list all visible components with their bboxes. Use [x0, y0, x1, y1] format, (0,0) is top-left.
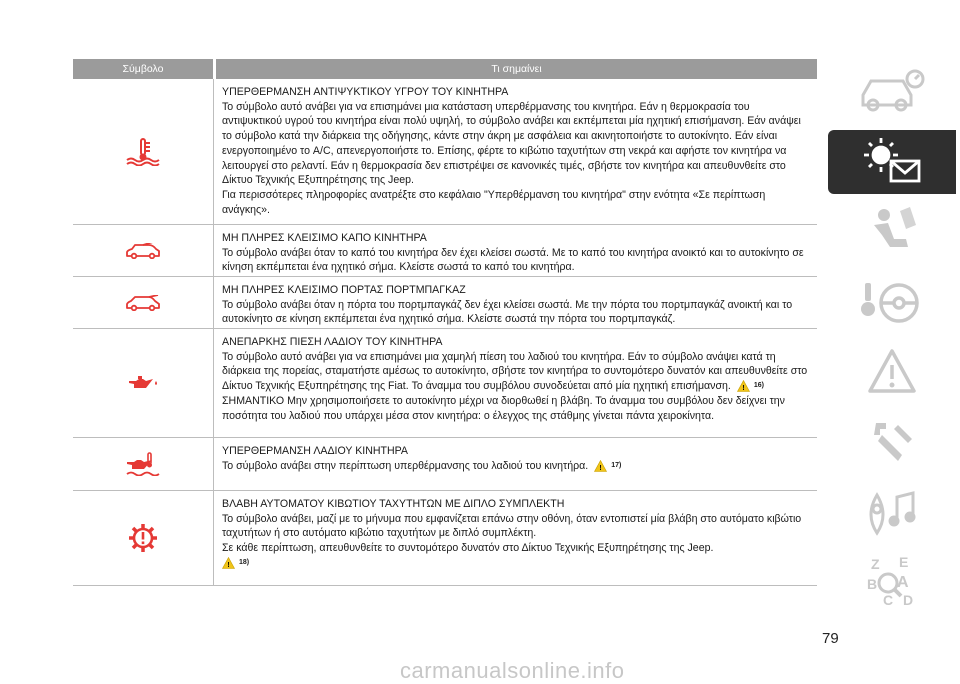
row-body: ΣΗΜΑΝΤΙΚΟ Μην χρησιμοποιήσετε το αυτοκίνητο μέχρι να διορθωθεί η βλάβη. Το άναμμα του συμβόλου δεν δείχνει την ποσότητα του λαδιού που υπάρχει μέσα στον κινητήρα: ο έλεγχος της στάθμης γίνεται πάντα χειροκίνητα. — [222, 394, 785, 422]
sidebar-item-multimedia[interactable] — [828, 480, 956, 544]
row-title: ΜΗ ΠΛΗΡΕΣ ΚΛΕΙΣΙΜΟ ΚΑΠΟ ΚΙΝΗΤΗΡΑ — [222, 232, 427, 244]
footnote-ref: 16) — [753, 382, 764, 390]
row-body: Σε κάθε περίπτωση, απευθυνθείτε το συντομότερο δυνατόν στο Δίκτυο Τεχνικής Εξυπηρέτησης της Jeep. — [222, 542, 714, 555]
index-letter: B — [867, 576, 878, 592]
transmission-fault-icon — [127, 522, 159, 554]
index-letter: D — [903, 592, 914, 608]
table-header — [73, 59, 817, 79]
meaning-cell — [214, 329, 817, 437]
table-row — [73, 79, 817, 225]
row-body — [222, 350, 811, 394]
table-row — [73, 329, 817, 438]
sidebar-item-starting-driving[interactable] — [828, 270, 956, 334]
header-meaning: Τι σημαίνει — [213, 59, 817, 79]
symbol-cell — [73, 225, 214, 276]
footnote-ref: 17) — [611, 461, 622, 469]
meaning-cell — [214, 438, 817, 490]
oil-pressure-icon — [126, 375, 160, 391]
table-row — [73, 225, 817, 277]
symbol-cell — [73, 329, 214, 437]
warning-triangle-icon — [737, 380, 750, 392]
sidebar-item-emergency[interactable] — [828, 340, 956, 404]
row-title: ΒΛΑΒΗ ΑΥΤΟΜΑΤΟΥ ΚΙΒΩΤΙΟΥ ΤΑΧΥΤΗΤΩΝ ΜΕ ΔΙΠΛΟ ΣΥΜΠΛΕΚΤΗ — [222, 498, 565, 510]
meaning-cell — [214, 79, 817, 224]
svg-text:!: ! — [742, 385, 745, 393]
row-body-text: Το σύμβολο αυτό ανάβει για να επισημάνει μια χαμηλή πίεση του λαδιού του κινητήρα. Εάν το σύμβολο ανάψει κατά τη διάρκεια της πορείας, σταματήστε αμέσως το αυτοκίνητο, σβήστε τον κινητήρα το συντομότερο δυνατόν και απευθυνθείτε στο Δίκτυο Τεχνικής Εξυπηρέτησης της Fiat. Το άναμμα του συμβόλου συνοδεύεται από μία ηχητική επισήμανση. — [222, 350, 808, 393]
row-body-text: Το σύμβολο ανάβει στην περίπτωση υπερθέρμανσης του λαδιού του κινητήρα. — [222, 459, 589, 472]
index-letter: E — [899, 555, 909, 570]
multimedia-icon — [857, 485, 927, 539]
sidebar-item-maintenance[interactable] — [828, 410, 956, 474]
symbol-cell — [73, 438, 214, 490]
chapter-sidebar — [828, 60, 956, 620]
dashboard-car-icon — [857, 67, 927, 117]
meaning-cell — [214, 491, 817, 585]
liftgate-open-icon — [125, 295, 161, 311]
table-row — [73, 491, 817, 586]
maintenance-icon — [862, 415, 922, 469]
row-title: ΜΗ ΠΛΗΡΕΣ ΚΛΕΙΣΙΜΟ ΠΟΡΤΑΣ ΠΟΡΤΜΠΑΓΚΑΖ — [222, 284, 466, 296]
warning-lights-icon — [857, 135, 927, 189]
symbol-cell — [73, 79, 214, 224]
row-body: Το σύμβολο ανάβει, μαζί με το μήνυμα που εμφανίζεται επάνω στην οθόνη, όταν εντοπιστεί μία βλάβη στο αυτόματο κιβώτιο ταχυτήτων ή στο αυτόματο κιβώτιο ταχυτήτων με διπλό συμπλέκτη. — [222, 512, 802, 540]
header-symbol: Σύμβολο — [122, 63, 164, 75]
row-title: ΥΠΕΡΘΕΡΜΑΝΣΗ ΛΑΔΙΟΥ ΚΙΝΗΤΗΡΑ — [222, 445, 408, 457]
coolant-temperature-icon — [126, 138, 160, 166]
table-row — [73, 277, 817, 329]
index-letter: C — [883, 592, 894, 608]
row-body — [222, 459, 811, 474]
index-letter: Z — [871, 556, 880, 572]
hood-open-icon — [125, 243, 161, 259]
svg-text:!: ! — [599, 465, 602, 473]
row-footnote — [222, 556, 811, 571]
page-number: 79 — [822, 630, 839, 647]
row-body: Το σύμβολο αυτό ανάβει για να επισημάνει μια κατάσταση υπερθέρμανσης του κινητήρα. Εάν η θερμοκρασία του αντιψυκτικού υγρού του κινητήρα είναι πολύ υψηλή, το σύμβολο ανάβει και εκπέμπεται μία ηχητική επισήμανση. Εάν ανάψει το σύμβολο κατά την διάρκεια της οδήγησης, κάντε στην άκρη με ασφάλεια και ακινητοποιήστε το αυτοκίνητο. Εάν είναι ενεργοποιημένο το A/C, απενεργοποιήστε το. Επίσης, φέρτε το κιβώτιο ταχυτήτων στη νεκρά και αφήστε τον κινητήρα να λειτουργεί στο ρελαντί. Εάν η θερμοκρασία δεν επιστρέψει σε κανονικές τιμές, σβήστε τον κινητήρα και απευθυνθείτε στο Δίκτυο Τεχνικής Εξυπηρέτησης της Jeep. — [222, 100, 801, 187]
svg-text:!: ! — [227, 562, 230, 570]
sidebar-item-safety[interactable] — [828, 200, 956, 264]
row-title: ΑΝΕΠΑΡΚΗΣ ΠΙΕΣΗ ΛΑΔΙΟΥ ΤΟΥ ΚΙΝΗΤΗΡΑ — [222, 336, 443, 348]
sidebar-item-index[interactable] — [828, 550, 956, 614]
meaning-cell — [214, 277, 817, 328]
watermark: carmanualsonline.info — [400, 658, 625, 683]
symbol-cell — [73, 277, 214, 328]
oil-temperature-icon — [125, 452, 161, 476]
row-body: Το σύμβολο ανάβει όταν η πόρτα του πορτμπαγκάζ δεν έχει κλείσει σωστά. Με την πόρτα του πορτμπαγκάζ ανοικτή και το αυτοκίνητο σε κίνηση εκπέμπεται ένα ηχητικό σήμα. Κλείστε σωστά την πόρτα του πορτμπαγκάζ. — [222, 298, 793, 326]
sidebar-item-warning-lights[interactable] — [828, 130, 956, 194]
starting-driving-icon — [857, 275, 927, 329]
meaning-cell — [214, 225, 817, 276]
warning-triangle-icon — [222, 557, 235, 569]
sidebar-item-dashboard[interactable] — [828, 60, 956, 124]
row-body: Το σύμβολο ανάβει όταν το καπό του κινητήρα δεν έχει κλείσει σωστά. Με το καπό του κινητήρα ανοικτό και το αυτοκίνητο σε κίνηση εκπέμπεται ένα ηχητικό σήμα. Κλείστε σωστά το καπό του κινητήρα. — [222, 246, 804, 274]
symbol-cell — [73, 491, 214, 585]
row-body: Για περισσότερες πληροφορίες ανατρέξτε στο κεφάλαιο "Υπερθέρμανση του κινητήρα" στην ενότητα «Σε περίπτωση ανάγκης». — [222, 188, 766, 216]
warning-triangle-icon — [594, 460, 607, 472]
warning-lights-table — [73, 59, 817, 586]
footnote-ref: 18) — [239, 558, 250, 566]
index-letter: A — [897, 574, 909, 591]
seat-safety-icon — [862, 205, 922, 259]
emergency-icon — [862, 345, 922, 399]
table-row — [73, 438, 817, 491]
row-title: ΥΠΕΡΘΕΡΜΑΝΣΗ ΑΝΤΙΨΥΚΤΙΚΟΥ ΥΓΡΟΥ ΤΟΥ ΚΙΝΗΤΗΡΑ — [222, 86, 509, 98]
index-icon — [857, 555, 927, 609]
